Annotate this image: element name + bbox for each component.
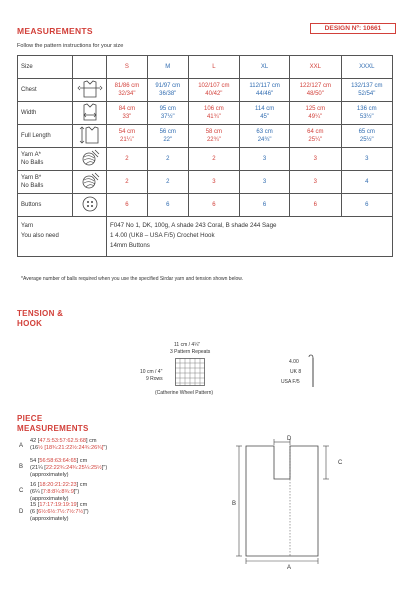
yarn-b-label: Yarn B* — [21, 175, 42, 181]
diagram-label-d: D — [287, 436, 292, 442]
buttons-text: 14mm Buttons — [110, 242, 150, 249]
diagram-label-b: B — [232, 501, 237, 507]
yarn-b-xxxl: 4 — [341, 171, 392, 194]
width-cm-l: 106 cm — [204, 106, 224, 112]
chest-in-l: 40/42" — [205, 91, 223, 97]
width-cm-xxl: 125 cm — [305, 106, 326, 112]
piece-letter-a: A — [19, 443, 24, 449]
tension-width-label: 11 cm / 4¼" — [174, 342, 201, 348]
yarn-b-row — [18, 171, 393, 194]
chest-cm-m: 91/97 cm — [155, 83, 181, 89]
yarn-b-balls-label: No Balls — [21, 183, 44, 189]
hook-size-uk: UK 8 — [290, 369, 302, 375]
tension-swatch-grid — [175, 358, 205, 386]
width-cm-xl: 114 cm — [254, 106, 275, 112]
length-in-xxxl: 25½" — [359, 137, 374, 143]
yarn-a-s: 2 — [107, 148, 148, 171]
you-need-label: You also need — [21, 233, 59, 239]
rows-label: 9 Rows — [146, 376, 163, 382]
buttons-label: Buttons — [18, 194, 73, 217]
hook-size-mm: 4.00 — [289, 359, 299, 365]
size-row — [18, 56, 393, 79]
length-in-l: 22¾" — [206, 137, 221, 143]
buttons-xxl: 6 — [290, 194, 341, 217]
hook-text: 1 4.00 (UK8 – USA F/5) Crochet Hook — [110, 232, 215, 239]
diagram-label-a: A — [287, 565, 292, 571]
piece-c-values: 16 [18:20:21:22:23] cm (6¼ [7:8:8¼:8¾:9]") (approximately) — [30, 482, 88, 502]
length-cm-xxxl: 65 cm — [358, 129, 375, 135]
buttons-icon — [73, 194, 107, 217]
measurements-table — [17, 55, 393, 257]
chest-cm-s: 81/86 cm — [114, 83, 140, 89]
balls-footnote: *Average number of balls required when you use the specified Sirdar yarn and tension shown below. — [21, 276, 243, 282]
yarn-b-s: 2 — [107, 171, 148, 194]
length-cm-xl: 63 cm — [256, 129, 273, 135]
yarn-a-xl: 3 — [240, 148, 290, 171]
design-number: DESIGN Nº: 10661 — [310, 23, 396, 34]
piece-title: PIECE MEASUREMENTS — [17, 414, 89, 433]
length-in-s: 21¼" — [120, 137, 134, 143]
width-in-xxl: 49¼" — [308, 114, 323, 120]
width-in-xl: 45" — [260, 114, 269, 120]
chest-in-xxl: 48/50" — [306, 91, 324, 97]
width-label: Width — [18, 102, 73, 125]
size-xl: XL — [240, 56, 290, 79]
width-row — [18, 102, 393, 125]
piece-a-values: 42 [47.5:53:57:62.5:68] cm (16½ [18¾:21:22½:24¾:26¾]") — [30, 438, 108, 451]
width-in-xxxl: 53½" — [359, 114, 374, 120]
piece-letter-c: C — [19, 488, 24, 494]
crochet-hook-icon — [308, 354, 318, 388]
width-cm-s: 84 cm — [118, 106, 136, 112]
length-in-xxl: 25¼" — [308, 137, 323, 143]
size-xxxl: XXXL — [341, 56, 392, 79]
piece-b-values: 54 [56:58:63:64:65] cm (21¼ [22:22¾:24¾:25¼:25½]") (approximately) — [30, 458, 108, 478]
chest-cm-xxxl: 132/137 cm — [351, 83, 383, 89]
length-in-xl: 24¾" — [257, 137, 272, 143]
width-in-m: 37½" — [160, 114, 175, 120]
length-in-m: 22" — [163, 137, 173, 143]
chest-in-xl: 44/46" — [256, 91, 274, 97]
tension-title: TENSION & HOOK — [17, 309, 64, 328]
hook-size-usa: USA F/5 — [281, 379, 300, 385]
size-s: S — [107, 56, 148, 79]
length-cm-m: 56 cm — [159, 129, 176, 135]
buttons-xl: 6 — [240, 194, 290, 217]
piece-d-values: 15 [17:17:19:19:19] cm (6 [6½:6½:7½:7½:7½]") (approximately) — [30, 502, 89, 522]
size-l: L — [188, 56, 239, 79]
pattern-repeats-label: 3 Pattern Repeats — [170, 349, 211, 355]
yarn-b-m: 2 — [147, 171, 188, 194]
pattern-name-label: (Catherine Wheel Pattern) — [155, 390, 214, 396]
chest-in-m: 36/38" — [159, 91, 177, 97]
buttons-l: 6 — [188, 194, 239, 217]
buttons-m: 6 — [147, 194, 188, 217]
yarn-a-xxl: 3 — [290, 148, 341, 171]
chest-label: Chest — [18, 79, 73, 102]
length-cm-xxl: 64 cm — [307, 129, 324, 135]
length-icon — [73, 125, 107, 148]
chest-row — [18, 79, 393, 102]
length-cm-l: 58 cm — [205, 129, 223, 135]
chest-cm-l: 102/107 cm — [198, 83, 230, 89]
chest-in-xxxl: 52/54" — [358, 91, 376, 97]
size-xxl: XXL — [290, 56, 341, 79]
chest-cm-xl: 112/117 cm — [249, 83, 280, 89]
yarn-b-l: 3 — [188, 171, 239, 194]
yarn-label: Yarn — [21, 223, 34, 229]
piece-schematic-diagram — [230, 436, 350, 568]
size-label: Size — [18, 56, 73, 79]
buttons-row — [18, 194, 393, 217]
chest-icon — [73, 79, 107, 102]
yarn-ball-icon — [73, 148, 107, 171]
chest-cm-xxl: 122/127 cm — [299, 83, 331, 89]
width-in-s: 33" — [122, 114, 132, 120]
yarn-ball-icon — [73, 171, 107, 194]
yarn-a-balls-label: No Balls — [21, 160, 44, 166]
piece-letter-b: B — [19, 464, 24, 470]
width-icon — [73, 102, 107, 125]
width-cm-m: 95 cm — [159, 106, 176, 112]
materials-row — [18, 217, 393, 257]
length-label: Full Length — [18, 125, 73, 148]
width-cm-xxxl: 136 cm — [356, 106, 377, 112]
yarn-a-label: Yarn A* — [21, 152, 41, 158]
chest-in-s: 32/34" — [118, 91, 136, 97]
size-m: M — [147, 56, 188, 79]
yarn-b-xl: 3 — [240, 171, 290, 194]
length-row — [18, 125, 393, 148]
tension-height-label: 10 cm / 4" — [140, 369, 163, 375]
yarn-b-xxl: 3 — [290, 171, 341, 194]
yarn-a-l: 2 — [188, 148, 239, 171]
length-cm-s: 54 cm — [118, 129, 136, 135]
yarn-text: F047 No 1, DK, 100g, A shade 243 Coral, B shade 244 Sage — [110, 222, 277, 229]
yarn-a-xxxl: 3 — [341, 148, 392, 171]
buttons-xxxl: 6 — [341, 194, 392, 217]
diagram-label-c: C — [338, 460, 343, 466]
measurements-title: MEASUREMENTS — [17, 26, 93, 36]
intro-text: Follow the pattern instructions for your size — [17, 43, 124, 49]
buttons-s: 6 — [107, 194, 148, 217]
piece-letter-d: D — [19, 509, 24, 515]
yarn-a-m: 2 — [147, 148, 188, 171]
width-in-l: 41¾" — [206, 114, 221, 120]
yarn-a-row — [18, 148, 393, 171]
